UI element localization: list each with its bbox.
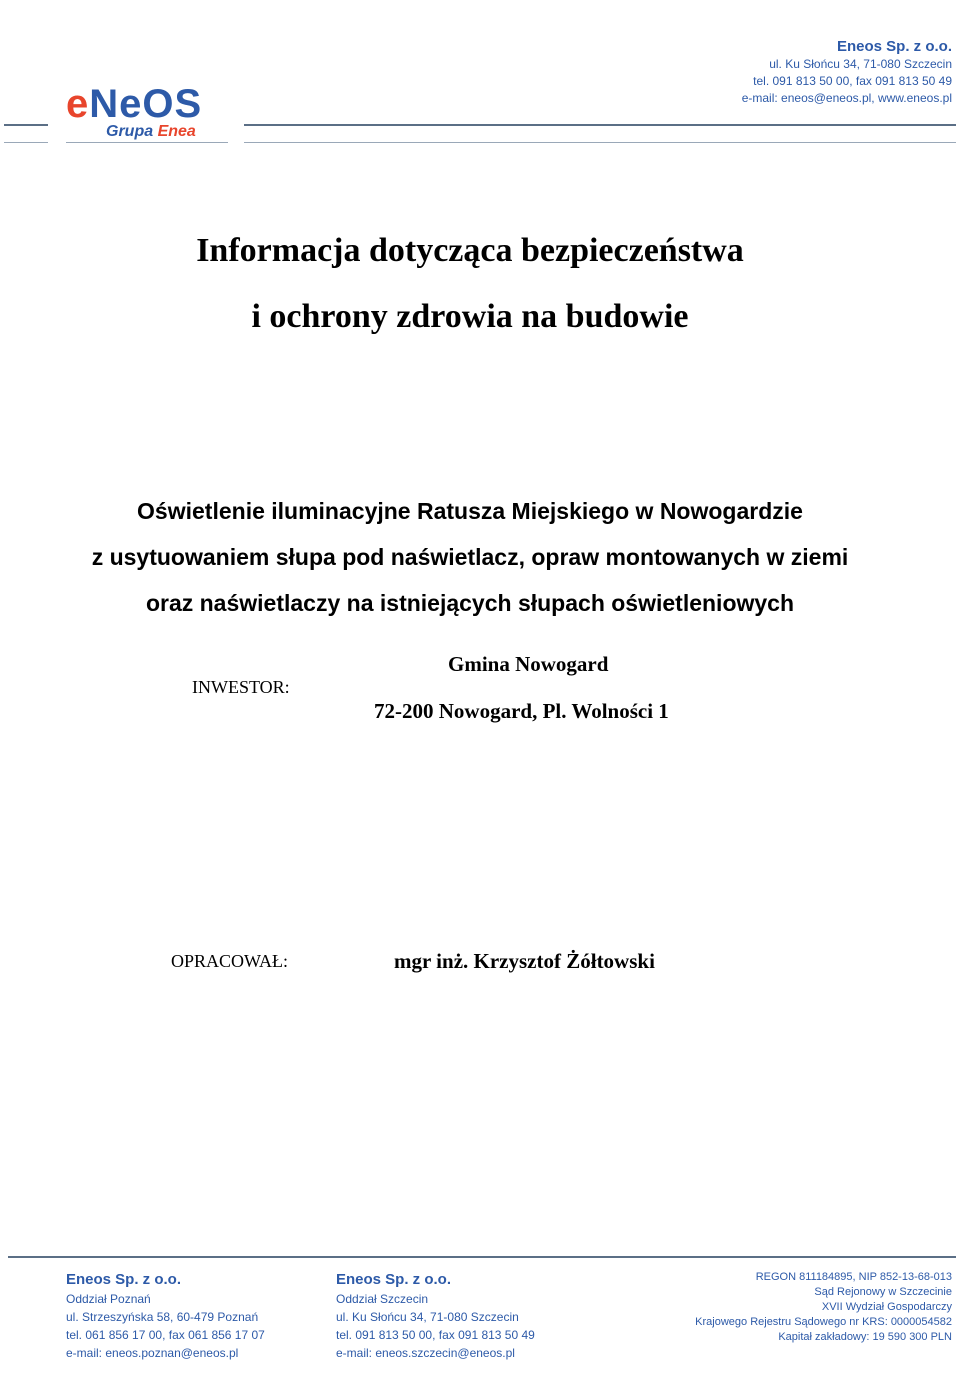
author-label: OPRACOWAŁ:: [171, 951, 289, 971]
footer-poznan-branch: Oddział Poznań: [66, 1292, 151, 1306]
footer-registry-line: Krajowego Rejestru Sądowego nr KRS: 0000054582: [695, 1316, 952, 1328]
company-phone: tel. 091 813 50 00, fax 091 813 50 49: [753, 74, 952, 88]
footer-poznan-name: Eneos Sp. z o.o.: [66, 1271, 182, 1288]
footer-rule: [8, 1256, 956, 1258]
footer-szczecin: [336, 1270, 535, 1362]
eneos-logo: [66, 84, 246, 140]
header-rule-thin: [244, 142, 956, 143]
investor-name: Gmina Nowogard: [448, 652, 609, 676]
company-address: ul. Ku Słońcu 34, 71-080 Szczecin: [769, 57, 952, 71]
document-title-line1: Informacja dotycząca bezpieczeństwa: [196, 232, 744, 269]
logo-sub-brand: Enea: [157, 123, 196, 140]
company-name: Eneos Sp. z o.o.: [836, 38, 952, 55]
document-title-line2: i ochrony zdrowia na budowie: [251, 298, 689, 335]
footer-szczecin-email: e-mail: eneos.szczecin@eneos.pl: [336, 1346, 515, 1360]
footer-szczecin-phone: tel. 091 813 50 00, fax 091 813 50 49: [336, 1328, 535, 1342]
footer-registry-line: XVII Wydział Gospodarczy: [821, 1301, 952, 1313]
logo-word: eNeOS: [66, 82, 203, 126]
header-company-info: [742, 38, 952, 107]
logo-subtitle: [106, 124, 246, 140]
logo-sub-group: Grupa: [106, 123, 154, 140]
footer-poznan: [66, 1270, 265, 1362]
investor-label: INWESTOR:: [192, 677, 290, 697]
company-email: e-mail: eneos@eneos.pl, www.eneos.pl: [741, 91, 952, 105]
investor-address: 72-200 Nowogard, Pl. Wolności 1: [374, 699, 669, 723]
footer-poznan-address: ul. Strzeszyńska 58, 60-479 Poznań: [66, 1310, 259, 1324]
footer-szczecin-name: Eneos Sp. z o.o.: [336, 1271, 452, 1288]
footer-registry-line: Kapitał zakładowy: 19 590 300 PLN: [778, 1331, 952, 1343]
project-description-line3: oraz naświetlaczy na istniejących słupach oświetleniowych: [145, 590, 795, 616]
project-description-line1: Oświetlenie iluminacyjne Ratusza Miejskiego w Nowogardzie: [137, 498, 803, 524]
header-rule-thin: [66, 142, 228, 143]
footer-registry-line: REGON 811184895, NIP 852-13-68-013: [755, 1271, 952, 1283]
author-name: mgr inż. Krzysztof Żółtowski: [394, 949, 655, 973]
footer-poznan-email: e-mail: eneos.poznan@eneos.pl: [66, 1346, 239, 1360]
footer-poznan-phone: tel. 061 856 17 00, fax 061 856 17 07: [66, 1328, 265, 1342]
footer-szczecin-address: ul. Ku Słońcu 34, 71-080 Szczecin: [336, 1310, 519, 1324]
header-rule: [4, 124, 48, 126]
footer-registry-line: Sąd Rejonowy w Szczecinie: [814, 1286, 952, 1298]
header-rule-thin: [4, 142, 48, 143]
header-rule: [244, 124, 956, 126]
footer-szczecin-branch: Oddział Szczecin: [336, 1292, 429, 1306]
footer-registry: [695, 1270, 952, 1345]
project-description-line2: z usytuowaniem słupa pod naświetlacz, opraw montowanych w ziemi: [91, 544, 849, 570]
